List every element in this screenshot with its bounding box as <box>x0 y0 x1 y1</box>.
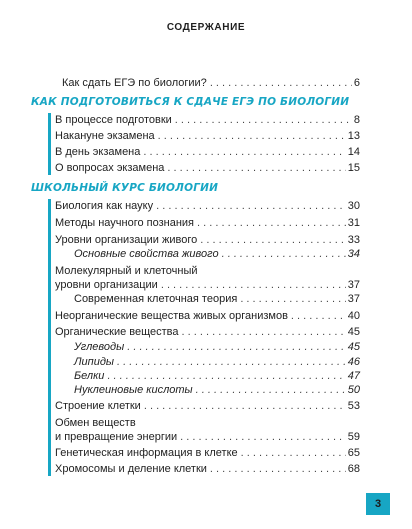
dot-leader <box>107 370 345 383</box>
toc-entry[interactable] <box>55 234 360 247</box>
toc-entry-page: 37 <box>347 293 360 305</box>
toc-entry-label: Нуклеиновые кислоты <box>74 384 193 396</box>
toc-subentry[interactable] <box>74 384 360 397</box>
toc-entry-label: О вопросах экзамена <box>55 162 165 174</box>
toc-entry-page: 40 <box>347 310 360 322</box>
dot-leader <box>210 77 352 90</box>
toc-entry-label-line1: Обмен веществ <box>55 417 136 429</box>
dot-leader <box>196 384 346 397</box>
dot-leader <box>182 326 346 339</box>
dot-leader <box>127 341 346 354</box>
toc-entry-label: Методы научного познания <box>55 217 195 229</box>
dot-leader <box>291 310 346 323</box>
dot-leader <box>158 130 346 143</box>
toc-entry-page: 15 <box>347 162 360 174</box>
toc-entry-page: 45 <box>347 326 360 338</box>
toc-subentry[interactable] <box>74 293 360 306</box>
toc-entry-page: 14 <box>347 146 360 158</box>
dot-leader <box>156 200 346 213</box>
dot-leader <box>197 217 346 230</box>
toc-entry-label: Накануне экзамена <box>55 130 155 142</box>
toc-entry-label: Органические вещества <box>55 326 179 338</box>
dot-leader <box>167 162 345 175</box>
toc-entry-page: 34 <box>347 248 360 260</box>
toc-entry[interactable] <box>55 400 360 413</box>
toc-entry-label: уровни организации <box>55 279 158 291</box>
toc-entry[interactable] <box>55 162 360 175</box>
toc-entry-page: 37 <box>347 279 360 291</box>
toc-entry-page: 6 <box>353 77 360 89</box>
toc-subentry[interactable] <box>74 356 360 369</box>
toc-entry-label: и превращение энергии <box>55 431 178 443</box>
page-title: СОДЕРЖАНИЕ <box>166 22 246 33</box>
toc-entry[interactable] <box>55 431 360 444</box>
toc-entry[interactable] <box>55 279 360 292</box>
toc-entry-page: 47 <box>347 370 360 382</box>
toc-entry[interactable] <box>55 326 360 339</box>
toc-entry-label: Современная клеточная теория <box>74 293 238 305</box>
toc-entry-label: Как сдать ЕГЭ по биологии? <box>62 77 207 89</box>
toc-subentry[interactable] <box>74 248 360 261</box>
toc-entry-page: 68 <box>347 463 360 475</box>
page-number: 3 <box>374 498 382 510</box>
dot-leader <box>210 463 346 476</box>
dot-leader <box>144 400 346 413</box>
toc-entry-label: Липиды <box>74 356 115 368</box>
toc-entry-page: 59 <box>347 431 360 443</box>
dot-leader <box>117 356 346 369</box>
toc-entry-label: В процессе подготовки <box>55 114 172 126</box>
section-bar <box>48 199 51 476</box>
toc-entry[interactable] <box>62 77 360 90</box>
page-number-badge <box>366 493 390 515</box>
toc-entry-page: 8 <box>353 114 360 126</box>
toc-entry-page: 33 <box>347 234 360 246</box>
section-heading: КАК ПОДГОТОВИТЬСЯ К СДАЧЕ ЕГЭ ПО БИОЛОГИИ <box>31 96 350 108</box>
dot-leader <box>200 234 346 247</box>
dot-leader <box>161 279 346 292</box>
toc-entry-label: Белки <box>74 370 105 382</box>
dot-leader <box>240 293 345 306</box>
toc-entry[interactable] <box>55 114 360 127</box>
toc-entry[interactable] <box>55 200 360 213</box>
section-heading: ШКОЛЬНЫЙ КУРС БИОЛОГИИ <box>31 182 219 194</box>
toc-entry-page: 30 <box>347 200 360 212</box>
toc-subentry[interactable] <box>74 370 360 383</box>
toc-entry[interactable] <box>55 447 360 460</box>
toc-entry-label: Генетическая информация в клетке <box>55 447 238 459</box>
toc-entry[interactable] <box>55 146 360 159</box>
toc-entry-page: 13 <box>347 130 360 142</box>
toc-entry-label: Биология как науку <box>55 200 154 212</box>
toc-entry-label: В день экзамена <box>55 146 141 158</box>
section-bar <box>48 113 51 175</box>
dot-leader <box>175 114 352 127</box>
dot-leader <box>143 146 345 159</box>
toc-entry[interactable] <box>55 130 360 143</box>
toc-entry-label: Углеводы <box>74 341 125 353</box>
toc-entry[interactable] <box>55 463 360 476</box>
toc-entry-page: 31 <box>347 217 360 229</box>
dot-leader <box>241 447 346 460</box>
dot-leader <box>222 248 346 261</box>
toc-entry-page: 45 <box>347 341 360 353</box>
toc-entry[interactable] <box>55 310 360 323</box>
toc-entry-page: 65 <box>347 447 360 459</box>
toc-entry-label: Основные свойства живого <box>74 248 219 260</box>
toc-entry-label: Хромосомы и деление клетки <box>55 463 207 475</box>
toc-entry-page: 50 <box>347 384 360 396</box>
toc-entry[interactable] <box>55 217 360 230</box>
toc-entry-label: Неорганические вещества живых организмов <box>55 310 288 322</box>
toc-entry-page: 46 <box>347 356 360 368</box>
toc-entry-page: 53 <box>347 400 360 412</box>
dot-leader <box>180 431 346 444</box>
toc-entry-label-line1: Молекулярный и клеточный <box>55 265 198 277</box>
toc-entry-label: Уровни организации живого <box>55 234 198 246</box>
toc-subentry[interactable] <box>74 341 360 354</box>
toc-entry-label: Строение клетки <box>55 400 141 412</box>
